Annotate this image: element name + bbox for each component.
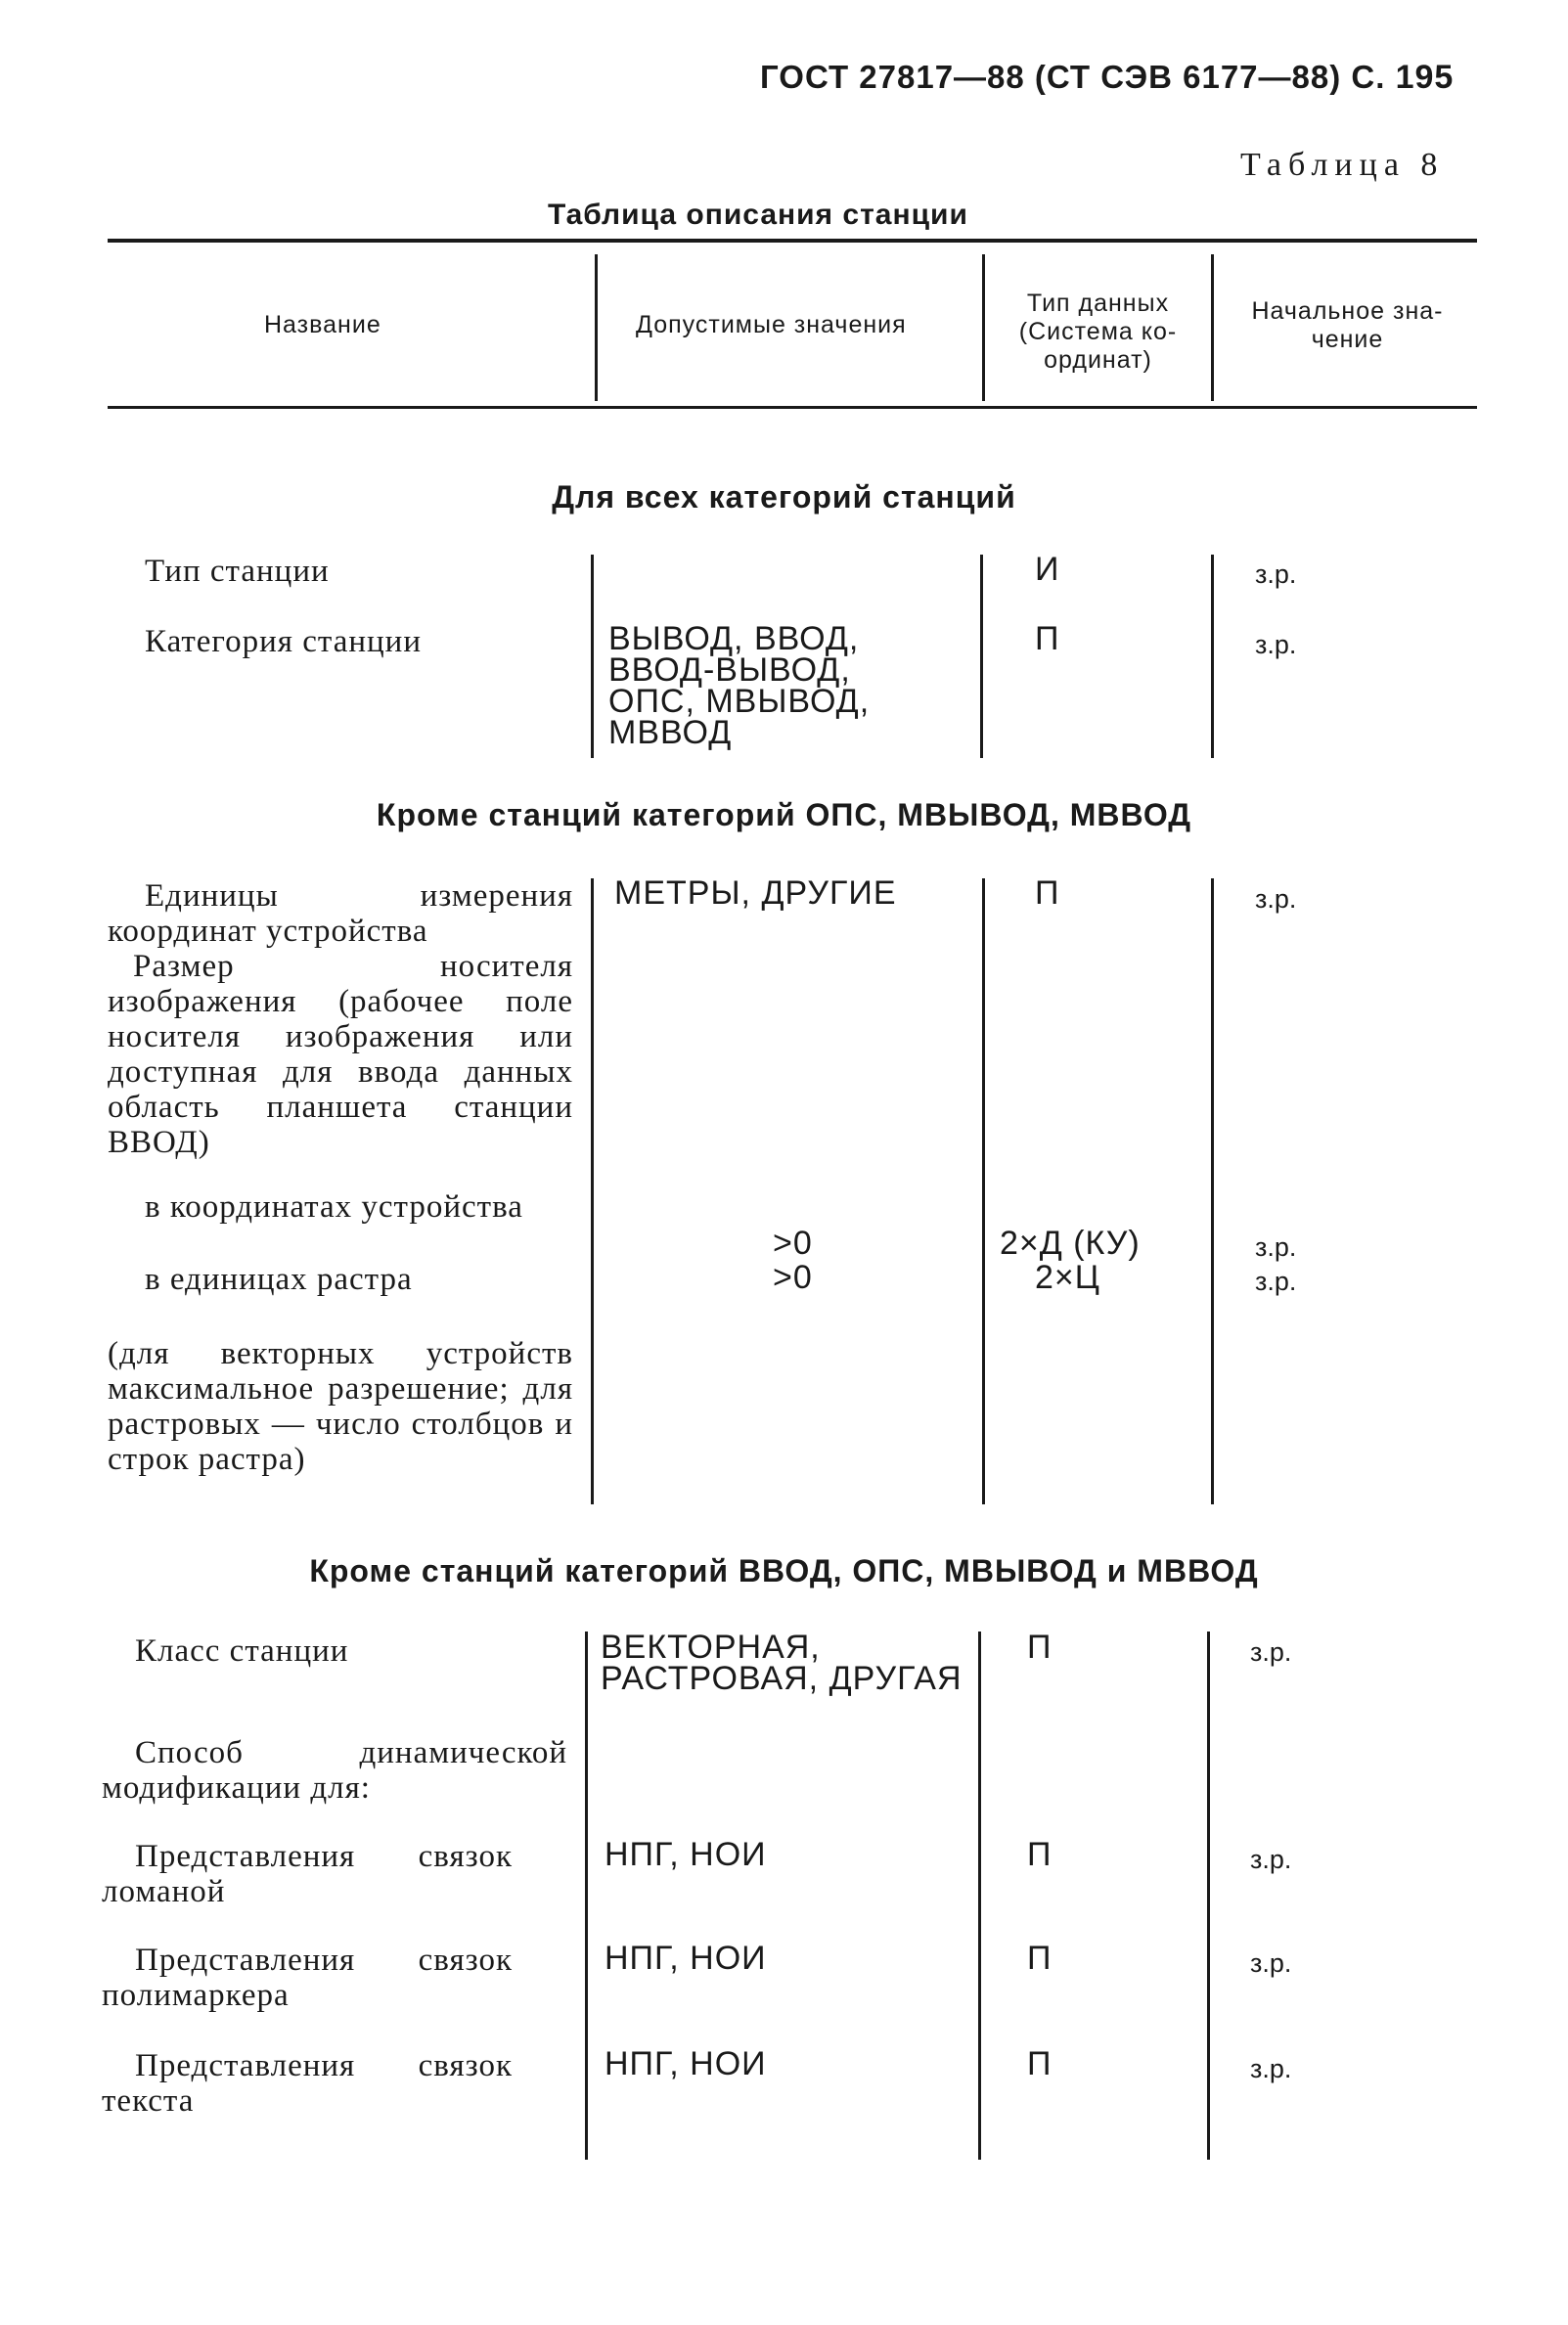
row-type: П bbox=[1035, 874, 1060, 912]
row-name: Способ динамической модификации для: bbox=[102, 1735, 567, 1806]
row-initial: з.р. bbox=[1255, 559, 1297, 589]
row-allowed: НПГ, НОИ bbox=[605, 1836, 767, 1873]
column-separator bbox=[1211, 254, 1214, 401]
table-title: Таблица описания станции bbox=[548, 199, 968, 231]
running-header bbox=[760, 59, 1454, 97]
column-separator bbox=[978, 1632, 981, 2160]
row-name: Представления связок полимаркера bbox=[102, 1943, 513, 2013]
table-top-rule bbox=[108, 239, 1477, 243]
row-type: 2×Д (КУ) bbox=[1000, 1225, 1141, 1262]
row-initial: з.р. bbox=[1250, 1948, 1292, 1978]
section-heading: Кроме станций категорий ОПС, МВЫВОД, МВВОД bbox=[376, 797, 1192, 832]
row-initial: з.р. bbox=[1255, 1267, 1297, 1296]
row-initial: з.р. bbox=[1250, 1637, 1292, 1667]
row-type: П bbox=[1027, 1940, 1053, 1977]
column-separator bbox=[591, 878, 594, 1504]
row-type: П bbox=[1027, 2045, 1053, 2082]
row-allowed: >0 bbox=[773, 1225, 813, 1262]
column-separator bbox=[595, 254, 598, 401]
column-header-allowed-values: Допустимые значения bbox=[636, 311, 907, 338]
column-separator bbox=[591, 555, 594, 758]
row-name: Класс станции bbox=[135, 1633, 349, 1669]
row-type: П bbox=[1027, 1629, 1053, 1666]
row-allowed: ВЕКТОРНАЯ, РАСТРОВАЯ, ДРУГАЯ bbox=[601, 1629, 963, 1697]
table-label: Таблица 8 bbox=[1240, 147, 1445, 183]
row-name: (для векторных устройств максимальное разрешение; для растровых — число столбцов и строк растра) bbox=[108, 1336, 573, 1477]
row-name: Представления связок текста bbox=[102, 2048, 513, 2119]
column-header-initial-value: Начальное зна- чение bbox=[1251, 297, 1444, 353]
row-name: в координатах устройства bbox=[145, 1189, 523, 1225]
row-allowed: МЕТРЫ, ДРУГИЕ bbox=[614, 874, 897, 912]
column-separator bbox=[1207, 1632, 1210, 2160]
row-type: П bbox=[1035, 620, 1060, 657]
row-initial: з.р. bbox=[1250, 1845, 1292, 1874]
row-initial: з.р. bbox=[1255, 630, 1297, 659]
row-type: П bbox=[1027, 1836, 1053, 1873]
column-separator bbox=[982, 254, 985, 401]
column-separator bbox=[982, 878, 985, 1504]
column-header-data-type: Тип данных (Система ко- ординат) bbox=[1018, 290, 1178, 374]
row-name: Размер носителя изображения (рабочее поле носителя изображения или доступная для ввода данных область планшета станции ВВОД) bbox=[108, 949, 573, 1160]
column-separator bbox=[980, 555, 983, 758]
row-allowed: ВЫВОД, ВВОД, ВВОД-ВЫВОД, ОПС, МВЫВОД, МВВОД bbox=[608, 620, 871, 751]
table-header-bottom-rule bbox=[108, 406, 1477, 409]
row-allowed: >0 bbox=[773, 1259, 813, 1296]
row-initial: з.р. bbox=[1255, 884, 1297, 914]
standard-designation: ГОСТ 27817—88 (СТ СЭВ 6177—88) С. bbox=[760, 59, 1386, 95]
row-initial: з.р. bbox=[1255, 1232, 1297, 1262]
row-allowed: НПГ, НОИ bbox=[605, 1940, 767, 1977]
column-separator bbox=[1211, 878, 1214, 1504]
row-initial: з.р. bbox=[1250, 2054, 1292, 2083]
row-name: Категория станции bbox=[145, 624, 422, 659]
row-type: 2×Ц bbox=[1035, 1259, 1100, 1296]
section-heading: Кроме станций категорий ВВОД, ОПС, МВЫВОД и МВВОД bbox=[309, 1553, 1259, 1588]
row-name: Тип станции bbox=[145, 554, 330, 589]
row-allowed: НПГ, НОИ bbox=[605, 2045, 767, 2082]
column-separator bbox=[585, 1632, 588, 2160]
row-name: Единицы измерения координат устройства bbox=[108, 878, 573, 949]
row-name: Представления связок ломаной bbox=[102, 1839, 513, 1909]
page-number: 195 bbox=[1395, 59, 1455, 96]
row-type: И bbox=[1035, 551, 1060, 588]
column-separator bbox=[1211, 555, 1214, 758]
row-name: в единицах растра bbox=[145, 1262, 413, 1297]
column-header-name: Название bbox=[264, 311, 381, 338]
section-heading: Для всех категорий станций bbox=[552, 479, 1016, 514]
